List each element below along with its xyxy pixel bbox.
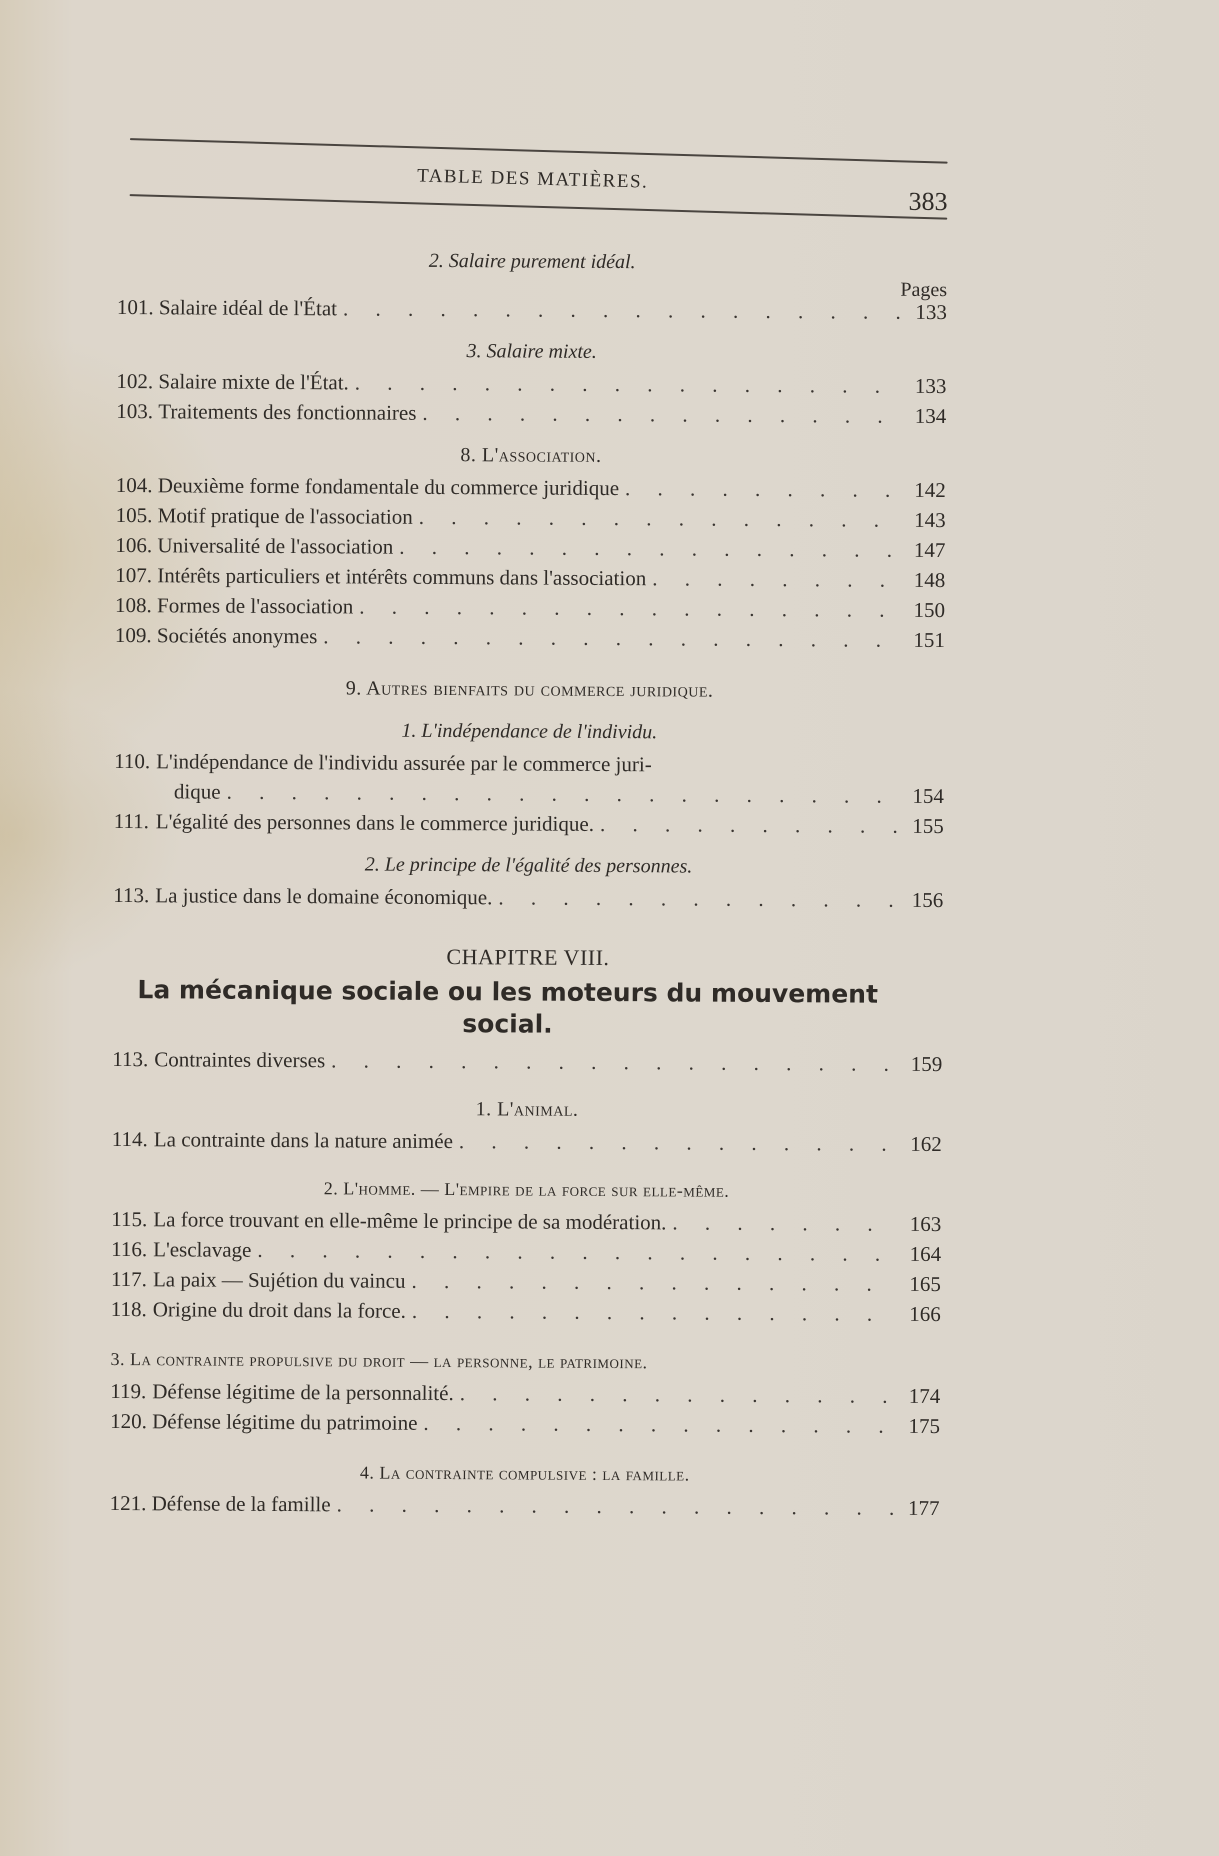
entry-number: 117.: [110, 1266, 148, 1292]
entry-number: 102.: [116, 368, 154, 394]
dot-leader: [600, 809, 898, 841]
entry-number: 103.: [116, 398, 154, 424]
entry-page: 154: [912, 783, 945, 809]
toc-entry: [112, 1044, 942, 1079]
entry-number: 110.: [114, 748, 151, 774]
entry-page: 155: [912, 813, 944, 839]
entry-page: 142: [914, 477, 946, 503]
entry-title: La paix — Sujétion du vaincu: [152, 1267, 406, 1293]
entry-title: La contrainte dans la nature animée: [153, 1127, 454, 1154]
toc-entry: [111, 1294, 941, 1329]
dot-leader: [498, 882, 897, 914]
entry-number: 109.: [114, 622, 152, 648]
entry-number: 114.: [111, 1126, 148, 1152]
section-heading: 2. Salaire purement idéal.: [428, 249, 636, 274]
dot-leader: [419, 502, 900, 535]
entry-number: 107.: [115, 562, 153, 588]
entry-number: 121.: [109, 1490, 147, 1516]
entry-title: La force trouvant en elle-même le principe de sa modération.: [153, 1207, 667, 1235]
entry-title: L'indépendance de l'individu assurée par le commerce juri-: [156, 749, 652, 777]
dot-leader: [337, 1489, 894, 1522]
entry-page: 177: [908, 1495, 940, 1521]
entry-title: L'esclavage: [153, 1237, 252, 1262]
toc-entry: [110, 1488, 940, 1523]
header-rule-top: [130, 138, 948, 164]
dot-leader: [459, 1126, 896, 1159]
toc-entry: [116, 396, 946, 431]
entry-number: 115.: [111, 1206, 148, 1232]
entry-number: 119.: [110, 1378, 147, 1404]
dot-leader: [672, 1207, 895, 1238]
entry-title: Intérêts particuliers et intérêts communs dans l'association: [157, 563, 647, 591]
dot-leader: [359, 591, 899, 624]
entry-title: Contraintes diverses: [154, 1047, 326, 1073]
running-head-title: TABLE DES MATIÈRES.: [416, 165, 649, 193]
entry-page: 143: [914, 507, 946, 533]
toc-entry: [114, 806, 944, 841]
entry-title-continuation: dique: [173, 779, 221, 804]
entry-title: Traitements des fonctionnaires: [158, 399, 417, 425]
dot-leader: [257, 1235, 895, 1269]
entry-page: 159: [910, 1051, 943, 1077]
entry-title: Motif pratique de l'association: [157, 503, 413, 529]
entry-page: 165: [909, 1271, 942, 1297]
dot-leader: [460, 1378, 895, 1411]
entry-title: Défense de la famille: [151, 1491, 331, 1517]
entry-number: 101.: [116, 294, 154, 320]
entry-title: Salaire mixte de l'État.: [158, 369, 349, 395]
section-heading: 2. L'homme. — L'empire de la force sur elle-même.: [323, 1178, 730, 1201]
section-heading: 8. L'association.: [460, 444, 602, 467]
entry-number: 105.: [115, 502, 153, 528]
dot-leader: [423, 1408, 894, 1441]
dot-leader: [331, 1045, 896, 1078]
entry-page: 164: [909, 1241, 942, 1267]
entry-page: 133: [914, 373, 947, 399]
table-of-contents: [110, 244, 948, 1523]
entry-title: Universalité de l'association: [157, 533, 394, 559]
entry-number: 104.: [115, 472, 153, 498]
pages-column-label: Pages: [900, 278, 948, 302]
entry-title: L'égalité des personnes dans le commerce juridique.: [155, 809, 595, 836]
toc-entry: [112, 1124, 942, 1159]
entry-page: 150: [913, 597, 946, 623]
toc-entry: [117, 292, 947, 327]
entry-title: Deuxième forme fondamentale du commerce juridique: [157, 473, 620, 501]
entry-page: 166: [909, 1301, 941, 1327]
dot-leader: [412, 1296, 895, 1329]
entry-title: Formes de l'association: [157, 593, 354, 619]
dot-leader: [422, 398, 900, 431]
book-page: [110, 130, 948, 1523]
dot-leader: [323, 621, 899, 655]
entry-number: 111.: [113, 808, 150, 834]
dot-leader: [411, 1266, 895, 1299]
dot-leader: [355, 367, 901, 400]
section-heading: 3. Salaire mixte.: [466, 340, 597, 363]
entry-title: La justice dans le domaine économique.: [155, 883, 493, 910]
entry-page: 175: [908, 1413, 941, 1439]
entry-title: Défense légitime de la personnalité.: [152, 1379, 454, 1406]
dot-leader: [399, 532, 899, 565]
entry-page: 147: [913, 537, 946, 563]
entry-number: 118.: [110, 1296, 147, 1322]
entry-page: 151: [913, 627, 945, 653]
toc-entry: [113, 880, 943, 915]
entry-title: Défense légitime du patrimoine: [152, 1409, 418, 1435]
entry-page: 148: [913, 567, 946, 593]
subsection-heading: 2. Le principe de l'égalité des personnes.: [364, 853, 693, 878]
entry-number: 113.: [112, 1046, 149, 1072]
subsection-heading: 1. L'indépendance de l'individu.: [401, 719, 658, 744]
section-heading: 4. La contrainte compulsive : la famille.: [359, 1462, 690, 1485]
entry-title: Origine du droit dans la force.: [152, 1297, 406, 1323]
entry-page: 133: [915, 299, 947, 325]
entry-page: 163: [909, 1211, 942, 1237]
page-number: 383: [908, 186, 948, 217]
entry-number: 116.: [111, 1236, 148, 1262]
entry-page: 134: [914, 403, 947, 429]
section-heading: 1. L'animal.: [475, 1098, 579, 1121]
chapter-label: CHAPITRE VIII.: [446, 944, 610, 971]
entry-number: 113.: [113, 882, 150, 908]
running-head: [117, 130, 948, 237]
entry-title: Salaire idéal de l'État: [158, 295, 338, 321]
entry-title: Sociétés anonymes: [156, 623, 318, 649]
entry-number: 106.: [115, 532, 153, 558]
dot-leader: [227, 777, 899, 811]
section-heading: 9. Autres bienfaits du commerce juridique.: [345, 677, 714, 702]
entry-page: 174: [908, 1383, 941, 1409]
entry-number: 120.: [110, 1408, 147, 1434]
toc-entry: [110, 1406, 940, 1441]
entry-number: 108.: [115, 592, 152, 618]
entry-page: 156: [911, 887, 944, 913]
dot-leader: [625, 473, 900, 505]
toc-entry: [115, 620, 945, 655]
dot-leader: [652, 563, 899, 595]
chapter-title: La mécanique sociale ou les moteurs du mouvement social.: [137, 975, 879, 1039]
entry-page: 162: [910, 1131, 942, 1157]
section-heading: 3. La contrainte propulsive du droit — la personne, le patrimoine.: [110, 1348, 648, 1373]
dot-leader: [343, 293, 901, 326]
